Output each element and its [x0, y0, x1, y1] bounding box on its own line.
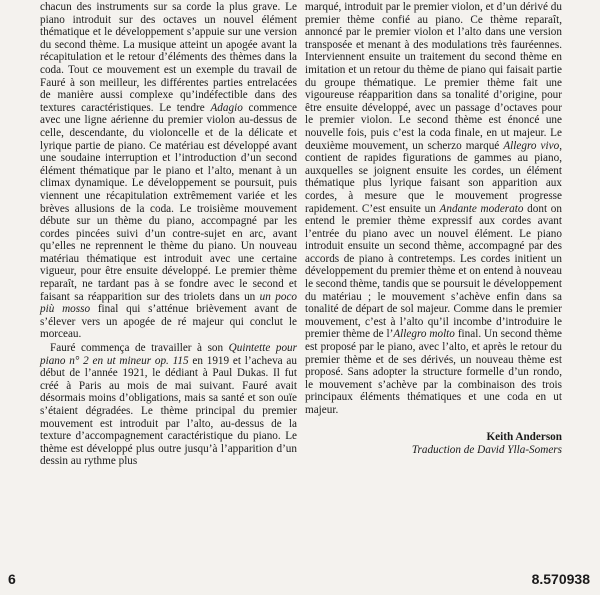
body-paragraph	[40, 342, 297, 468]
text-run: chacun des instruments sur sa corde la plus grave. Le piano introduit sur des octaves un nouvel élément thématique et le développement s’appuie sur une version du second thème. La musique atteint un apogée avant la récapitulation et le retour d’éléments des thèmes dans la coda. Tout ce mouvement est un exemple du travail de Fauré à son meilleur, les différentes parties entrelacées de manière aussi complexe qu’indéfectible dans des textures caractéristiques. Le tendre	[40, 1, 297, 114]
catalog-number: 8.570938	[531, 571, 590, 587]
text-run: final. Un second thème est proposé par le piano, avec l’alto, et après le retour du premier thème et de ses dérivés, un nouveau thème est proposé. Sans adopter la structure formelle d’un rondo, le mouvement s’achève par la combinaison des trois principaux éléments thématiques et une coda en ut majeur.	[305, 328, 563, 416]
text-run: , contient de rapides figurations de gammes au piano, auxquelles se joignent ensuite les cordes, un élément thématique plus lyrique faisant son apparition aux cordes, à mesure que le mouvement progresse rapidement. C’est ensuite un	[305, 139, 562, 215]
translator-credit: Traduction de David Ylla-Somers	[411, 443, 562, 456]
italic-title-run: Adagio	[210, 101, 243, 114]
italic-title-run: Allegro molto	[393, 328, 455, 341]
text-run: en 1919 et l’acheva au début de l’année 1921, le dédiant à Paul Dukas. Il fut créé à Paris au mois de mai suivant. Fauré avait désormais moins d’obligations, mais sa santé et son ouïe s’étaient dégradées. Le thème principal du premier mouvement est introduit par l’alto, au-dessus de la texture d’accompagnement caractéristique du piano. Le thème est développé plus outre jusqu’à l’apparition d’un dessin au rythme plus	[40, 354, 297, 468]
body-paragraph	[305, 1, 562, 417]
page-number: 6	[8, 571, 16, 587]
signature-block	[305, 417, 562, 456]
text-run: final qui s’atténue brièvement avant de s’élever vers un apogée de ré majeur qui conclut le morceau.	[40, 303, 297, 341]
text-run: dont on entend le premier thème expressif aux cordes avant l’entrée du piano avec un nouvel élément. Le piano introduit ensuite un second thème, accompagné par des accords de piano à contretemps. Les cordes initient un développement du premier thème et on entend à nouveau le second thème, tandis que se poursuit le développement du matériau ; le mouvement s’achève enfin dans sa tonalité de départ de sol majeur. Comme dans le premier mouvement, c’est à l’alto qu’il incombe d’introduire le premier thème de l’	[305, 202, 562, 341]
text-run: Fauré commença de travailler à son	[50, 342, 229, 355]
left-text-column	[40, 1, 297, 468]
text-run: marqué, introduit par le premier violon, et d’un dérivé du premier thème confié au piano. Ce thème reparaît, annoncé par le premier violon et l’alto dans une version transposée et menant à des modulations très fauréennes. Interviennent ensuite un traitement du second thème en imitation et un retour du thème de piano qui faisait partie du groupe thématique. Le premier thème fait une vigoureuse réapparition dans sa tonalité d’origine, pour être ensuite développé, avec un passage d’octaves pour le premier violon. Le second thème est énoncé une nouvelle fois, puis c’est la coda finale, en ut majeur. Le deuxième mouvement, un scherzo marqué	[305, 1, 562, 152]
italic-title-run: Quintette pour piano n° 2 en ut mineur op. 115	[40, 342, 297, 367]
italic-title-run: Allegro vivo	[503, 139, 560, 152]
body-paragraph	[40, 1, 297, 341]
text-run: commence avec une ligne aérienne du premier violon au-dessus de celle, descendante, du violoncelle et de la délicate et lyrique partie de piano. Ce matériau est développé avant une soudaine interruption et l’introduction d’un second élément thématique par le piano et l’alto, menant à un climax dynamique. Le développement se poursuit, puis viennent une récapitulation extrêmement variée et les brèves allusions de la coda. Le troisième mouvement débute sur un thème du piano, accompagné par les cordes pincées suivi d’un contre-sujet en arc, avant qu’elles ne reprennent le thème du piano. Un nouveau matériau thématique est introduit avec une certaine vigueur, pour être ensuite développé. Le premier thème reparaît, ne tardant pas à se fondre avec le second et faisant sa réapparition sur des triolets dans un	[40, 101, 297, 303]
right-text-column	[305, 1, 562, 417]
author-name: Keith Anderson	[486, 431, 562, 443]
italic-title-run: Andante moderato	[439, 202, 524, 215]
italic-title-run: un poco più mosso	[40, 290, 297, 316]
